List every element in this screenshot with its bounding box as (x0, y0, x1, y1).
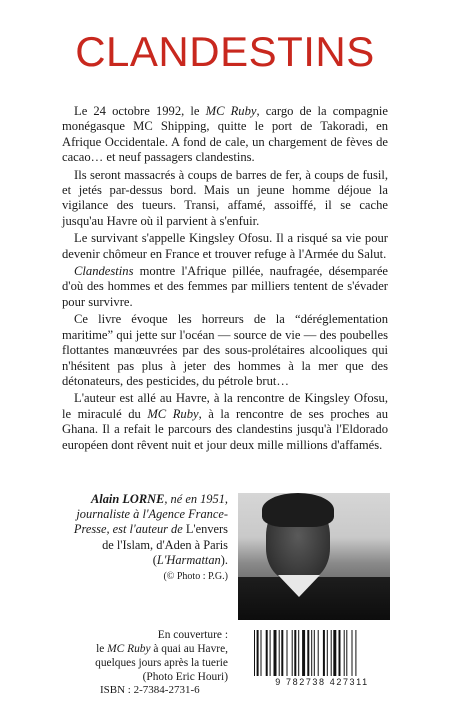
book-title: CLANDESTINS (75, 28, 375, 75)
author-bio-text: , né en 1951, journaliste à l'Agence France-Presse, est l'auteur de (73, 492, 228, 537)
isbn: ISBN : 2-7384-2731-6 (100, 684, 200, 696)
cover-credit-line3: quelques jours après la tuerie (95, 657, 228, 669)
barcode-bar (270, 630, 271, 676)
barcode-bar (266, 630, 268, 676)
barcode-bar (352, 630, 353, 676)
barcode (252, 630, 392, 688)
barcode-bar (274, 630, 277, 676)
blurb-paragraph: Ils seront massacrés à coups de barres de fer, à coups de fusil, et jetés par-dessus bord. Mais un jeune homme déjoue la vigilance des tueurs. Transi, affamé, assoiffé, il se cache jusqu'au Havre où il parvient à s'enfuir. (62, 167, 388, 228)
cover-credit-suffix: à quai au Havre, (150, 643, 228, 655)
barcode-bar (281, 630, 283, 676)
author-photo (238, 493, 390, 620)
author-publisher: L'Harmattan (156, 552, 221, 567)
barcode-bar (314, 630, 315, 676)
barcode-bar (311, 630, 312, 676)
barcode-bar (323, 630, 325, 676)
barcode-bar (292, 630, 293, 676)
author-photo-shirt (238, 577, 390, 620)
barcode-bar (327, 630, 328, 676)
blurb-paragraph: Le survivant s'appelle Kingsley Ofosu. Il a risqué sa vie pour devenir chômeur en France et trouver refuge à l'Armée du Salut. (62, 231, 388, 261)
barcode-bar (287, 630, 288, 676)
blurb-italic: Clandestins (74, 264, 134, 279)
barcode-bar (346, 630, 347, 676)
blurb-paragraph: Clandestins montre l'Afrique pillée, naufragée, désemparée d'où des hommes et des femmes par milliers tentent de s'évader pour survivre. (62, 264, 388, 309)
author-book-title: L'envers de l'Islam, d'Aden à Paris (102, 522, 228, 552)
author-photo-hair (262, 493, 334, 527)
blurb-italic: MC Ruby (147, 406, 199, 421)
author-name: Alain LORNE (91, 492, 165, 506)
barcode-bar (333, 630, 336, 676)
blurb-paragraph: L'auteur est allé au Havre, à la rencontre de Kingsley Ofosu, le miraculé du MC Ruby, à la rencontre de ses proches au Ghana. Il a refait le parcours des clandestins jusqu'à l'Eldorado européen dont rêvent nuit et jour deux mille millions d'affamés. (62, 391, 388, 452)
barcode-bar (307, 630, 309, 676)
blurb-paragraph: Le 24 octobre 1992, le MC Ruby, cargo de la compagnie monégasque MC Shipping, quitte le port de Takoradi, en Afrique Occidentale. A fond de cale, un chargement de fèves de cacao… et neuf passagers clandestins. (62, 104, 388, 165)
barcode-bar (298, 630, 299, 676)
back-cover-blurb (62, 104, 388, 455)
barcode-bar (355, 630, 356, 676)
barcode-bar (261, 630, 262, 676)
barcode-bar (339, 630, 341, 676)
barcode-bar (318, 630, 319, 676)
barcode-bar (257, 630, 259, 676)
blurb-italic: MC Ruby (205, 104, 257, 118)
barcode-bar (302, 630, 305, 676)
cover-credit-line1: En couverture : (157, 629, 228, 641)
barcode-bar (279, 630, 280, 676)
barcode-bar (294, 630, 296, 676)
cover-credit-photo: (Photo Eric Houri) (142, 671, 228, 683)
barcode-bar (344, 630, 345, 676)
photo-credit: (© Photo : P.G.) (163, 571, 228, 583)
cover-credit (60, 628, 228, 684)
barcode-bar (331, 630, 332, 676)
barcode-number: 9 782738 427311 (275, 677, 369, 687)
author-bio: Alain LORNE, né en 1951, journaliste à l'Agence France-Presse, est l'auteur de L'envers de l'Islam, d'Aden à Paris (L'Harmattan). (© Photo : P.G.) (73, 492, 228, 583)
barcode-bar (254, 630, 255, 676)
cover-credit-prefix: le (96, 643, 108, 655)
blurb-paragraph: Ce livre évoque les horreurs de la “déréglementation maritime” qui jette sur l'océan — source de vie — des poubelles flottantes manœuvrées par des sous-prolétaires alcooliques qui n'hésitent pas plus à jeter des hommes à la mer que des détonateurs, des pesticides, du pétrole brut… (62, 312, 388, 388)
cover-credit-ship: MC Ruby (107, 643, 151, 655)
barcode-bars (252, 630, 392, 676)
